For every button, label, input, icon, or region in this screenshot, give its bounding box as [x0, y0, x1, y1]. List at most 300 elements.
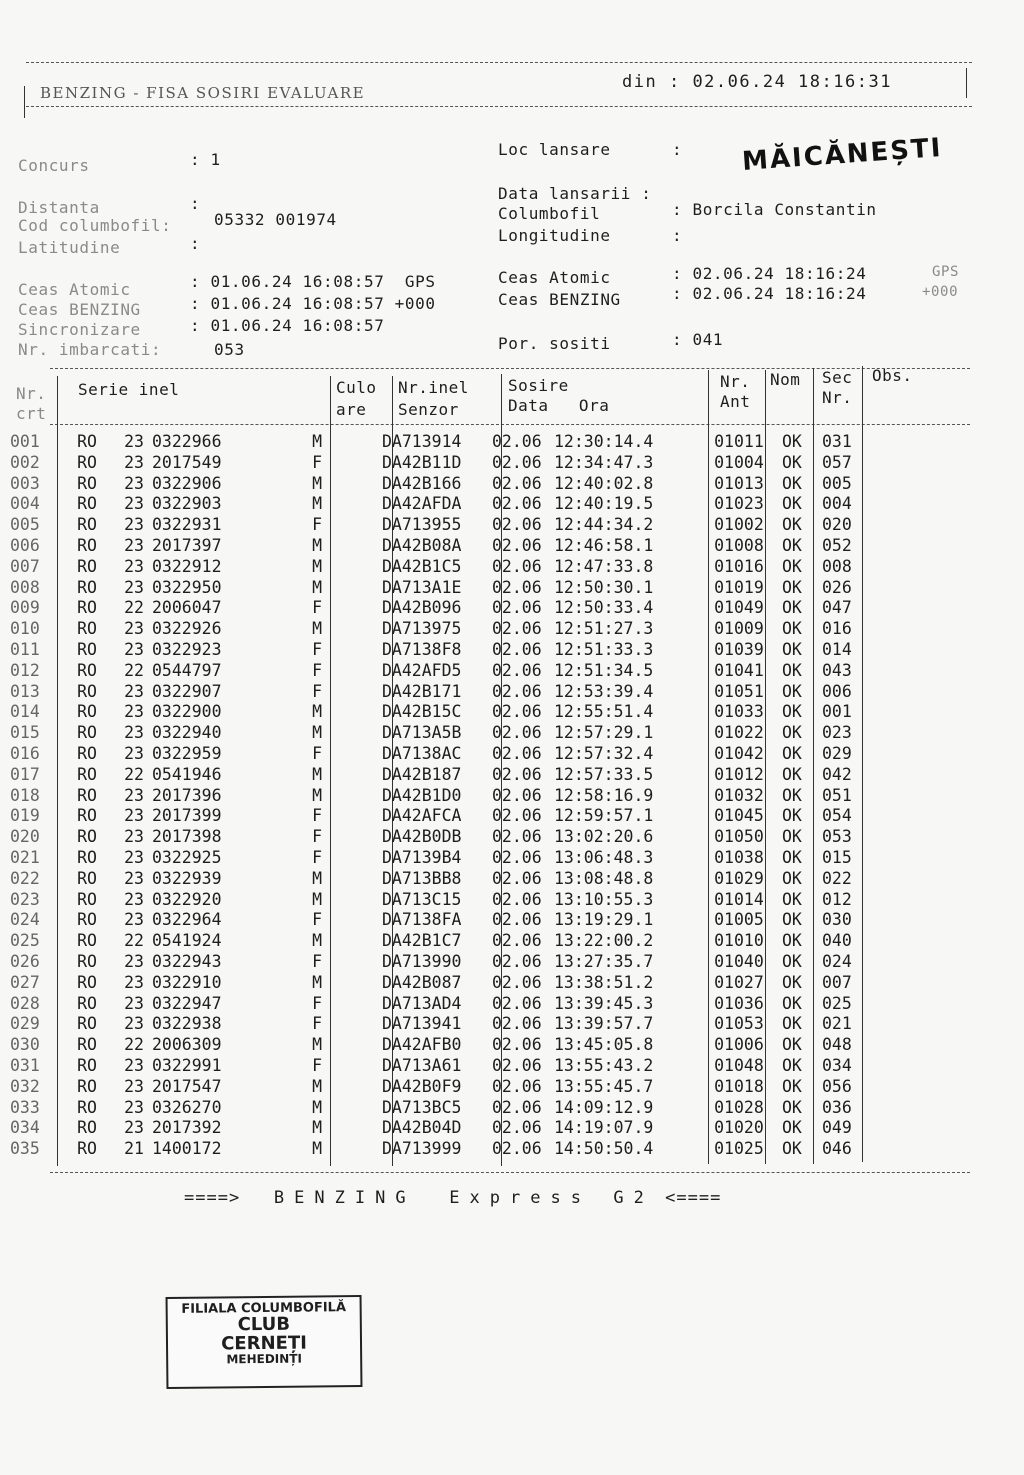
sex-cell: F — [312, 1055, 322, 1075]
table-row — [10, 453, 882, 474]
arrival-time-cell: 13:06:48.3 — [554, 847, 654, 867]
header-left-border — [24, 86, 25, 118]
row-nr-cell: 002 — [10, 452, 40, 472]
sec-nr-cell: OK — [782, 515, 802, 535]
sensor-ring-cell: DA7139B4 — [382, 847, 462, 867]
sensor-ring-cell: DA42B0F9 — [382, 1076, 462, 1096]
arrival-date-cell: 02.06 — [492, 681, 542, 701]
ring-year-cell: 23 — [124, 619, 144, 639]
table-row — [10, 806, 882, 827]
arrival-date-cell: 02.06 — [492, 868, 542, 888]
ring-number-cell: 0322923 — [152, 639, 222, 659]
obs-cell: 026 — [822, 577, 852, 597]
ring-year-cell: 23 — [124, 910, 144, 930]
ring-country-cell: RO — [77, 1097, 97, 1117]
arrival-time-cell: 12:59:57.1 — [554, 806, 654, 826]
arrival-date-cell: 02.06 — [492, 556, 542, 576]
loc-label: Loc lansare — [498, 140, 611, 159]
ring-year-cell: 22 — [124, 660, 144, 680]
arrival-date-cell: 02.06 — [492, 972, 542, 992]
ring-year-cell: 23 — [124, 515, 144, 535]
ring-country-cell: RO — [77, 1055, 97, 1075]
row-nr-cell: 006 — [10, 535, 40, 555]
arrival-time-cell: 13:38:51.2 — [554, 972, 654, 992]
sensor-ring-cell: DA713914 — [382, 432, 462, 451]
color-cell — [322, 702, 382, 723]
club-stamp — [166, 1295, 363, 1389]
table-row — [10, 557, 882, 578]
ceas-atomic-left-value: : 01.06.24 16:08:57 GPS — [190, 272, 436, 291]
color-cell — [322, 453, 382, 474]
ring-country-cell: RO — [77, 743, 97, 763]
arrival-date-cell: 02.06 — [492, 1097, 542, 1117]
footer-brand: BENZING — [273, 1188, 416, 1208]
nom-cell: 053 — [734, 1014, 764, 1034]
ring-year-cell: 23 — [124, 889, 144, 909]
nom-cell: 011 — [734, 432, 764, 451]
sensor-ring-cell: DA7138F8 — [382, 639, 462, 659]
ring-country-cell: RO — [77, 619, 97, 639]
sex-cell: F — [312, 910, 322, 930]
arrival-time-cell: 14:50:50.4 — [554, 1139, 654, 1159]
col-header-nr-bottom: crt — [16, 404, 47, 423]
table-row — [10, 474, 882, 495]
nom-cell: 045 — [734, 806, 764, 826]
obs-cell: 015 — [822, 847, 852, 867]
sincronizare-value: : 01.06.24 16:08:57 — [190, 316, 385, 335]
table-row — [10, 765, 882, 786]
sec-nr-cell: OK — [782, 660, 802, 680]
ring-year-cell: 23 — [124, 993, 144, 1013]
arrival-time-cell: 12:57:33.5 — [554, 764, 654, 784]
sec-nr-cell: OK — [782, 535, 802, 555]
nom-cell: 023 — [734, 494, 764, 514]
table-row — [10, 994, 882, 1015]
sex-cell: M — [312, 556, 322, 576]
obs-cell: 046 — [822, 1139, 852, 1159]
sex-cell: M — [312, 1076, 322, 1096]
nr-ant-cell: 01 — [714, 577, 734, 597]
row-nr-cell: 004 — [10, 494, 40, 514]
imbarcati-value: 053 — [214, 340, 245, 359]
ring-year-cell: 23 — [124, 868, 144, 888]
ring-country-cell: RO — [77, 910, 97, 930]
nom-cell: 029 — [734, 868, 764, 888]
ring-country-cell: RO — [77, 452, 97, 472]
sensor-ring-cell: DA713BB8 — [382, 868, 462, 888]
ring-year-cell: 23 — [124, 1055, 144, 1075]
obs-cell: 004 — [822, 494, 852, 514]
arrival-date-cell: 02.06 — [492, 452, 542, 472]
table-row — [10, 931, 882, 952]
row-nr-cell: 030 — [10, 1035, 40, 1055]
ring-country-cell: RO — [77, 432, 97, 451]
ceas-atomic-right-label: Ceas Atomic — [498, 268, 611, 287]
col-header-ant-bottom: Ant — [720, 392, 751, 411]
table-bottom-border — [50, 1172, 970, 1173]
ring-number-cell: 0541924 — [152, 931, 222, 951]
ceas-atomic-right-suffix: GPS — [932, 264, 960, 280]
sensor-ring-cell: DA42B15C — [382, 702, 462, 722]
sex-cell: M — [312, 868, 322, 888]
ring-number-cell: 0322925 — [152, 847, 222, 867]
arrival-time-cell: 13:55:43.2 — [554, 1055, 654, 1075]
row-nr-cell: 007 — [10, 556, 40, 576]
sensor-ring-cell: DA713941 — [382, 1014, 462, 1034]
nom-cell: 036 — [734, 993, 764, 1013]
ceas-benzing-left-value: : 01.06.24 16:08:57 +000 — [190, 294, 436, 313]
document-title: BENZING - FISA SOSIRI EVALUARE — [40, 84, 366, 102]
ring-year-cell: 23 — [124, 723, 144, 743]
row-nr-cell: 014 — [10, 702, 40, 722]
table-row — [10, 910, 882, 931]
table-row — [10, 1014, 882, 1035]
sensor-ring-cell: DA42AFD5 — [382, 660, 462, 680]
sincronizare-label: Sincronizare — [18, 320, 141, 339]
sec-nr-cell: OK — [782, 473, 802, 493]
table-row — [10, 786, 882, 807]
ring-year-cell: 22 — [124, 1035, 144, 1055]
row-nr-cell: 028 — [10, 993, 40, 1013]
nom-cell: 025 — [734, 1139, 764, 1159]
ring-country-cell: RO — [77, 1139, 97, 1159]
sex-cell: F — [312, 515, 322, 535]
sensor-ring-cell: DA713A61 — [382, 1055, 462, 1075]
arrival-time-cell: 12:55:51.4 — [554, 702, 654, 722]
sensor-ring-cell: DA42B087 — [382, 972, 462, 992]
ceas-atomic-right-value: : 02.06.24 18:16:24 — [672, 264, 867, 283]
sec-nr-cell: OK — [782, 702, 802, 722]
arrival-date-cell: 02.06 — [492, 702, 542, 722]
sec-nr-cell: OK — [782, 1055, 802, 1075]
ring-number-cell: 0322964 — [152, 910, 222, 930]
sensor-ring-cell: DA713975 — [382, 619, 462, 639]
sec-nr-cell: OK — [782, 743, 802, 763]
sec-nr-cell: OK — [782, 639, 802, 659]
color-cell — [322, 557, 382, 578]
arrival-date-cell: 02.06 — [492, 827, 542, 847]
sex-cell: F — [312, 639, 322, 659]
stamp-line-4: MEHEDINȚI — [226, 1352, 303, 1367]
ring-number-cell: 2017398 — [152, 827, 222, 847]
sensor-ring-cell: DA713A1E — [382, 577, 462, 597]
ring-number-cell: 0322907 — [152, 681, 222, 701]
row-nr-cell: 005 — [10, 515, 40, 535]
arrival-date-cell: 02.06 — [492, 1139, 542, 1159]
ring-year-cell: 23 — [124, 1118, 144, 1138]
sex-cell: M — [312, 702, 322, 722]
nom-cell: 013 — [734, 473, 764, 493]
nom-cell: 002 — [734, 515, 764, 535]
color-cell — [322, 848, 382, 869]
nr-ant-cell: 01 — [714, 785, 734, 805]
ring-number-cell: 2017549 — [152, 452, 222, 472]
sec-nr-cell: OK — [782, 972, 802, 992]
ring-year-cell: 22 — [124, 931, 144, 951]
ring-year-cell: 23 — [124, 827, 144, 847]
arrival-time-cell: 12:47:33.8 — [554, 556, 654, 576]
obs-cell: 024 — [822, 951, 852, 971]
obs-cell: 025 — [822, 993, 852, 1013]
distanta-label: Distanta — [18, 198, 100, 217]
arrival-date-cell: 02.06 — [492, 806, 542, 826]
sositi-label: Por. sositi — [498, 334, 611, 353]
ring-year-cell: 23 — [124, 951, 144, 971]
obs-cell: 016 — [822, 619, 852, 639]
ring-year-cell: 22 — [124, 598, 144, 618]
row-nr-cell: 021 — [10, 847, 40, 867]
color-cell — [322, 619, 382, 640]
row-nr-cell: 031 — [10, 1055, 40, 1075]
data-lansarii-label: Data lansarii : — [498, 184, 652, 203]
ring-number-cell: 0326270 — [152, 1097, 222, 1117]
color-cell — [322, 432, 382, 453]
table-row — [10, 869, 882, 890]
columbofil-label: Columbofil — [498, 204, 601, 223]
nr-ant-cell: 01 — [714, 993, 734, 1013]
ring-country-cell: RO — [77, 889, 97, 909]
imbarcati-label: Nr. imbarcati: — [18, 340, 162, 359]
ring-country-cell: RO — [77, 515, 97, 535]
sex-cell: M — [312, 473, 322, 493]
sex-cell: M — [312, 785, 322, 805]
sex-cell: F — [312, 598, 322, 618]
table-row — [10, 661, 882, 682]
arrival-date-cell: 02.06 — [492, 1035, 542, 1055]
arrival-time-cell: 13:55:45.7 — [554, 1076, 654, 1096]
latitudine-label: Latitudine — [18, 238, 121, 257]
arrival-date-cell: 02.06 — [492, 639, 542, 659]
ring-country-cell: RO — [77, 639, 97, 659]
ceas-atomic-left-label: Ceas Atomic — [18, 280, 131, 299]
stamp-line-3: CERNEȚI — [221, 1332, 307, 1354]
obs-cell: 001 — [822, 702, 852, 722]
arrival-time-cell: 14:19:07.9 — [554, 1118, 654, 1138]
nr-ant-cell: 01 — [714, 432, 734, 451]
arrival-date-cell: 02.06 — [492, 619, 542, 639]
row-nr-cell: 012 — [10, 660, 40, 680]
arrival-time-cell: 12:51:33.3 — [554, 639, 654, 659]
color-cell — [322, 515, 382, 536]
header-right-border — [966, 68, 967, 98]
arrival-date-cell: 02.06 — [492, 1118, 542, 1138]
ring-year-cell: 23 — [124, 452, 144, 472]
table-row — [10, 890, 882, 911]
col-header-nom: Nom — [770, 370, 801, 389]
nr-ant-cell: 01 — [714, 639, 734, 659]
sec-nr-cell: OK — [782, 951, 802, 971]
nom-cell: 005 — [734, 910, 764, 930]
row-nr-cell: 010 — [10, 619, 40, 639]
sec-nr-cell: OK — [782, 1118, 802, 1138]
sensor-ring-cell: DA42B04D — [382, 1118, 462, 1138]
arrival-time-cell: 12:57:32.4 — [554, 743, 654, 763]
arrival-date-cell: 02.06 — [492, 889, 542, 909]
ring-year-cell: 23 — [124, 639, 144, 659]
ring-country-cell: RO — [77, 660, 97, 680]
header-date-label: din : — [622, 72, 681, 92]
header-top-border — [26, 62, 972, 63]
sec-nr-cell: OK — [782, 931, 802, 951]
obs-cell: 020 — [822, 515, 852, 535]
row-nr-cell: 018 — [10, 785, 40, 805]
sec-nr-cell: OK — [782, 1139, 802, 1159]
arrival-time-cell: 13:45:05.8 — [554, 1035, 654, 1055]
nr-ant-cell: 01 — [714, 827, 734, 847]
color-cell — [322, 931, 382, 952]
nr-ant-cell: 01 — [714, 535, 734, 555]
ring-number-cell: 0322966 — [152, 432, 222, 451]
obs-cell: 008 — [822, 556, 852, 576]
sex-cell: M — [312, 494, 322, 514]
stamp-line-1: FILIALA COLUMBOFILĂ — [181, 1300, 347, 1317]
nom-cell: 042 — [734, 743, 764, 763]
sex-cell: F — [312, 827, 322, 847]
sex-cell: F — [312, 951, 322, 971]
ring-number-cell: 0322950 — [152, 577, 222, 597]
header-bottom-border — [26, 106, 972, 107]
color-cell — [322, 952, 382, 973]
nom-cell: 027 — [734, 972, 764, 992]
row-nr-cell: 027 — [10, 972, 40, 992]
table-row — [10, 515, 882, 536]
ring-country-cell: RO — [77, 556, 97, 576]
nom-cell: 018 — [734, 1076, 764, 1096]
sensor-ring-cell: DA713A5B — [382, 723, 462, 743]
ring-number-cell: 2017397 — [152, 535, 222, 555]
nr-ant-cell: 01 — [714, 951, 734, 971]
ring-year-cell: 23 — [124, 535, 144, 555]
nom-cell: 028 — [734, 1097, 764, 1117]
ring-number-cell: 2006309 — [152, 1035, 222, 1055]
nr-ant-cell: 01 — [714, 702, 734, 722]
color-cell — [322, 1118, 382, 1139]
nr-ant-cell: 01 — [714, 1014, 734, 1034]
sensor-ring-cell: DA713955 — [382, 515, 462, 535]
sec-nr-cell: OK — [782, 1076, 802, 1096]
arrival-date-cell: 02.06 — [492, 785, 542, 805]
ring-number-cell: 0322920 — [152, 889, 222, 909]
ring-number-cell: 0322940 — [152, 723, 222, 743]
cod-label: Cod columbofil: — [18, 216, 172, 235]
nr-ant-cell: 01 — [714, 681, 734, 701]
ring-number-cell: 2006047 — [152, 598, 222, 618]
sex-cell: M — [312, 577, 322, 597]
sensor-ring-cell: DA42B1C5 — [382, 556, 462, 576]
ring-number-cell: 1400172 — [152, 1139, 222, 1159]
nr-ant-cell: 01 — [714, 723, 734, 743]
sec-nr-cell: OK — [782, 827, 802, 847]
arrival-time-cell: 12:57:29.1 — [554, 723, 654, 743]
sec-nr-cell: OK — [782, 556, 802, 576]
obs-cell: 057 — [822, 452, 852, 472]
ring-country-cell: RO — [77, 764, 97, 784]
ring-year-cell: 23 — [124, 806, 144, 826]
ring-number-cell: 0322926 — [152, 619, 222, 639]
table-row — [10, 973, 882, 994]
sensor-ring-cell: DA7138FA — [382, 910, 462, 930]
sex-cell: M — [312, 432, 322, 451]
arrival-time-cell: 12:34:47.3 — [554, 452, 654, 472]
arrival-date-cell: 02.06 — [492, 931, 542, 951]
ring-country-cell: RO — [77, 1035, 97, 1055]
row-nr-cell: 016 — [10, 743, 40, 763]
arrivals-table-body — [10, 432, 882, 1160]
ring-year-cell: 23 — [124, 556, 144, 576]
arrival-time-cell: 13:39:57.7 — [554, 1014, 654, 1034]
arrival-time-cell: 12:30:14.4 — [554, 432, 654, 451]
ring-country-cell: RO — [77, 535, 97, 555]
row-nr-cell: 025 — [10, 931, 40, 951]
ring-number-cell: 0322939 — [152, 868, 222, 888]
nr-ant-cell: 01 — [714, 868, 734, 888]
ring-number-cell: 0322959 — [152, 743, 222, 763]
ceas-benzing-left-label: Ceas BENZING — [18, 300, 141, 319]
ring-year-cell: 23 — [124, 432, 144, 451]
arrival-time-cell: 13:02:20.6 — [554, 827, 654, 847]
arrival-date-cell: 02.06 — [492, 951, 542, 971]
color-cell — [322, 1056, 382, 1077]
ring-country-cell: RO — [77, 702, 97, 722]
nr-ant-cell: 01 — [714, 619, 734, 639]
sec-nr-cell: OK — [782, 847, 802, 867]
row-nr-cell: 034 — [10, 1118, 40, 1138]
ring-number-cell: 0322900 — [152, 702, 222, 722]
nom-cell: 048 — [734, 1055, 764, 1075]
nr-ant-cell: 01 — [714, 1097, 734, 1117]
ring-year-cell: 23 — [124, 1097, 144, 1117]
ring-year-cell: 23 — [124, 1014, 144, 1034]
arrival-date-cell: 02.06 — [492, 577, 542, 597]
arrival-time-cell: 13:22:00.2 — [554, 931, 654, 951]
obs-cell: 007 — [822, 972, 852, 992]
ring-number-cell: 0322943 — [152, 951, 222, 971]
sensor-ring-cell: DA42B11D — [382, 452, 462, 472]
sensor-ring-cell: DA42AFDA — [382, 494, 462, 514]
nom-cell: 010 — [734, 931, 764, 951]
sex-cell: M — [312, 1139, 322, 1159]
arrival-date-cell: 02.06 — [492, 515, 542, 535]
ring-country-cell: RO — [77, 785, 97, 805]
ring-year-cell: 23 — [124, 681, 144, 701]
table-row — [10, 1035, 882, 1056]
sex-cell: M — [312, 1097, 322, 1117]
arrival-time-cell: 12:51:27.3 — [554, 619, 654, 639]
sec-nr-cell: OK — [782, 619, 802, 639]
ceas-benzing-right-value: : 02.06.24 18:16:24 — [672, 284, 867, 303]
nom-cell: 039 — [734, 639, 764, 659]
header-date-value: 02.06.24 18:16:31 — [692, 72, 892, 92]
arrival-time-cell: 12:51:34.5 — [554, 660, 654, 680]
color-cell — [322, 744, 382, 765]
header-date — [622, 72, 892, 92]
ring-number-cell: 0322903 — [152, 494, 222, 514]
obs-cell: 005 — [822, 473, 852, 493]
table-row — [10, 952, 882, 973]
arrival-time-cell: 12:46:58.1 — [554, 535, 654, 555]
ring-number-cell: 0322931 — [152, 515, 222, 535]
sec-nr-cell: OK — [782, 432, 802, 451]
table-row — [10, 578, 882, 599]
obs-cell: 049 — [822, 1118, 852, 1138]
color-cell — [322, 1035, 382, 1056]
arrival-date-cell: 02.06 — [492, 1076, 542, 1096]
row-nr-cell: 020 — [10, 827, 40, 847]
ring-country-cell: RO — [77, 1118, 97, 1138]
sex-cell: M — [312, 1035, 322, 1055]
sensor-ring-cell: DA713999 — [382, 1139, 462, 1159]
obs-cell: 022 — [822, 868, 852, 888]
